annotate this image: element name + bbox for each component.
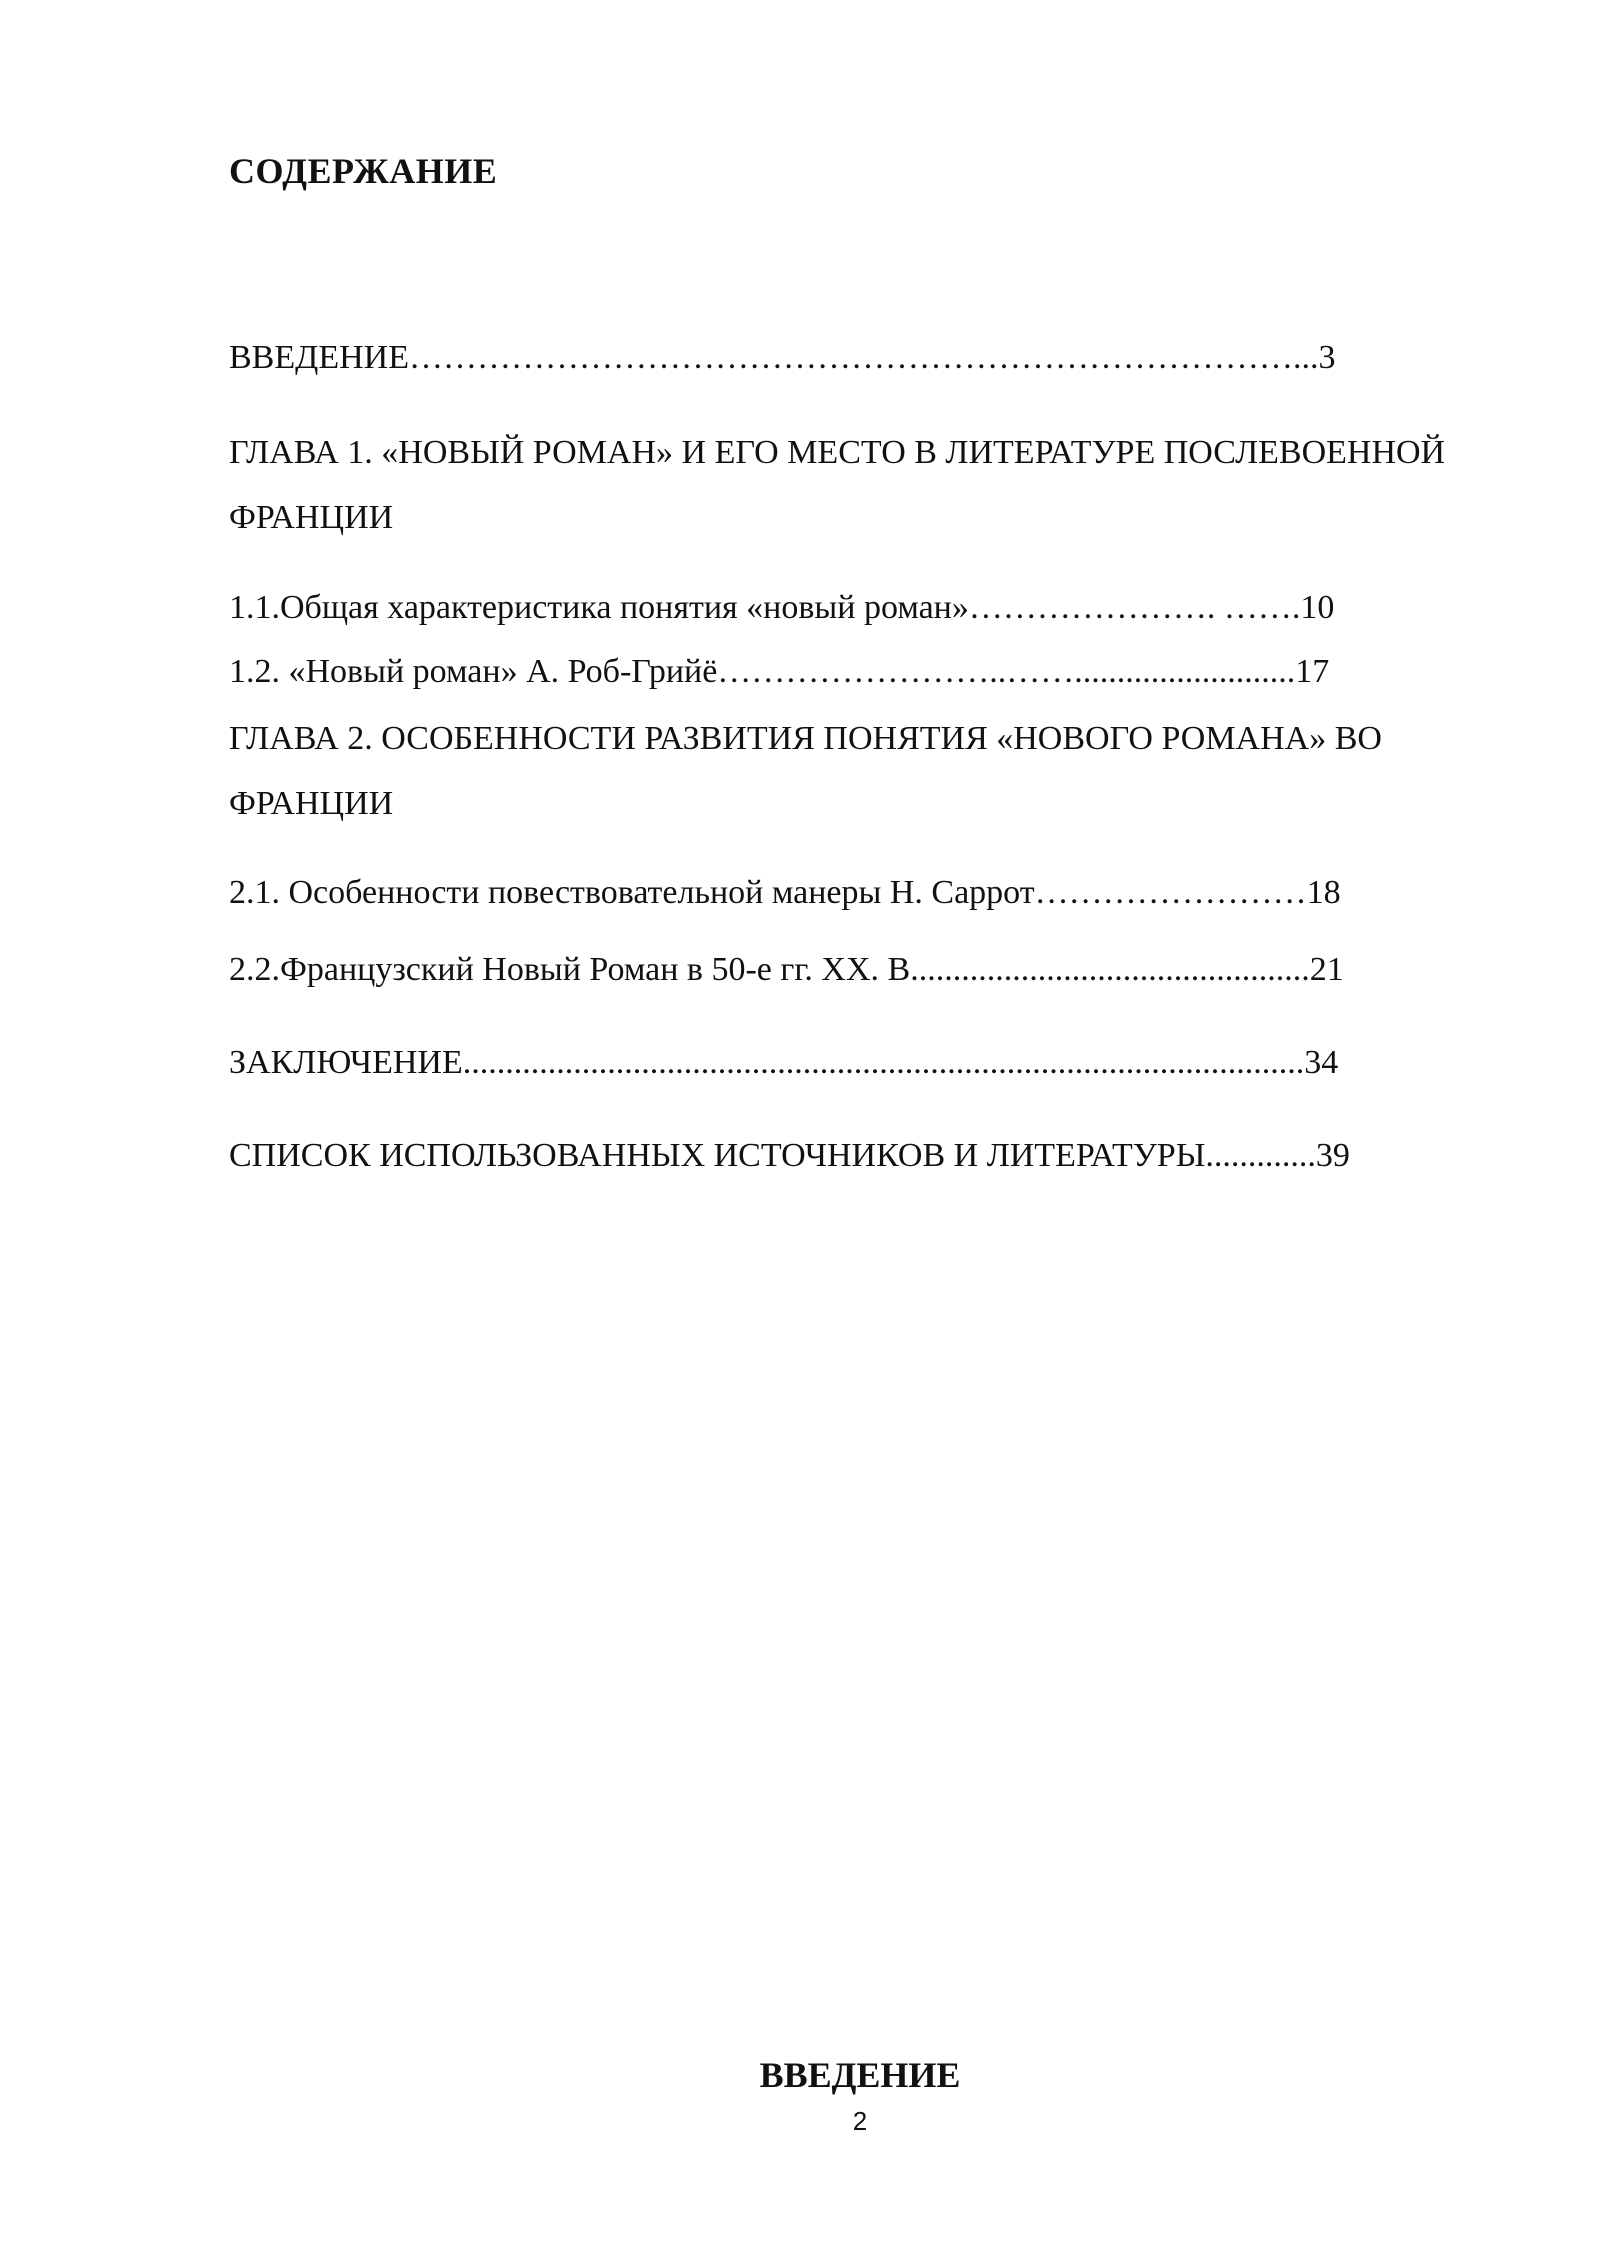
toc-entry-chapter-1: ГЛАВА 1. «НОВЫЙ РОМАН» И ЕГО МЕСТО В ЛИТЕРАТУРЕ ПОСЛЕВОЕННОЙ ФРАНЦИИ bbox=[229, 434, 1446, 536]
toc-entry-intro: ВВЕДЕНИЕ……………………………………………………………………...3 bbox=[229, 339, 1336, 376]
next-section-heading: ВВЕДЕНИЕ bbox=[759, 2055, 961, 2095]
toc-entry-section-1-1: 1.1.Общая характеристика понятия «новый роман»…………………. …….10 bbox=[229, 589, 1335, 626]
toc-entry-chapter-2: ГЛАВА 2. ОСОБЕННОСТИ РАЗВИТИЯ ПОНЯТИЯ «НОВОГО РОМАНА» ВО ФРАНЦИИ bbox=[229, 720, 1382, 822]
toc-entry-section-2-2: 2.2.Французский Новый Роман в 50-е гг. XX. В...............................................21 bbox=[229, 951, 1344, 988]
page-number: 2 bbox=[852, 2106, 868, 2136]
toc-entry-section-1-2: 1.2. «Новый роман» А. Роб-Грийё……………………..……..........................17 bbox=[229, 653, 1330, 690]
toc-heading: СОДЕРЖАНИЕ bbox=[229, 151, 498, 191]
toc-entry-bibliography: СПИСОК ИСПОЛЬЗОВАННЫХ ИСТОЧНИКОВ И ЛИТЕРАТУРЫ.............39 bbox=[229, 1137, 1350, 1174]
toc-entry-section-2-1: 2.1. Особенности повествовательной манеры Н. Саррот……………………18 bbox=[229, 874, 1341, 911]
toc-entry-conclusion: ЗАКЛЮЧЕНИЕ...................................................................................................34 bbox=[229, 1044, 1339, 1081]
